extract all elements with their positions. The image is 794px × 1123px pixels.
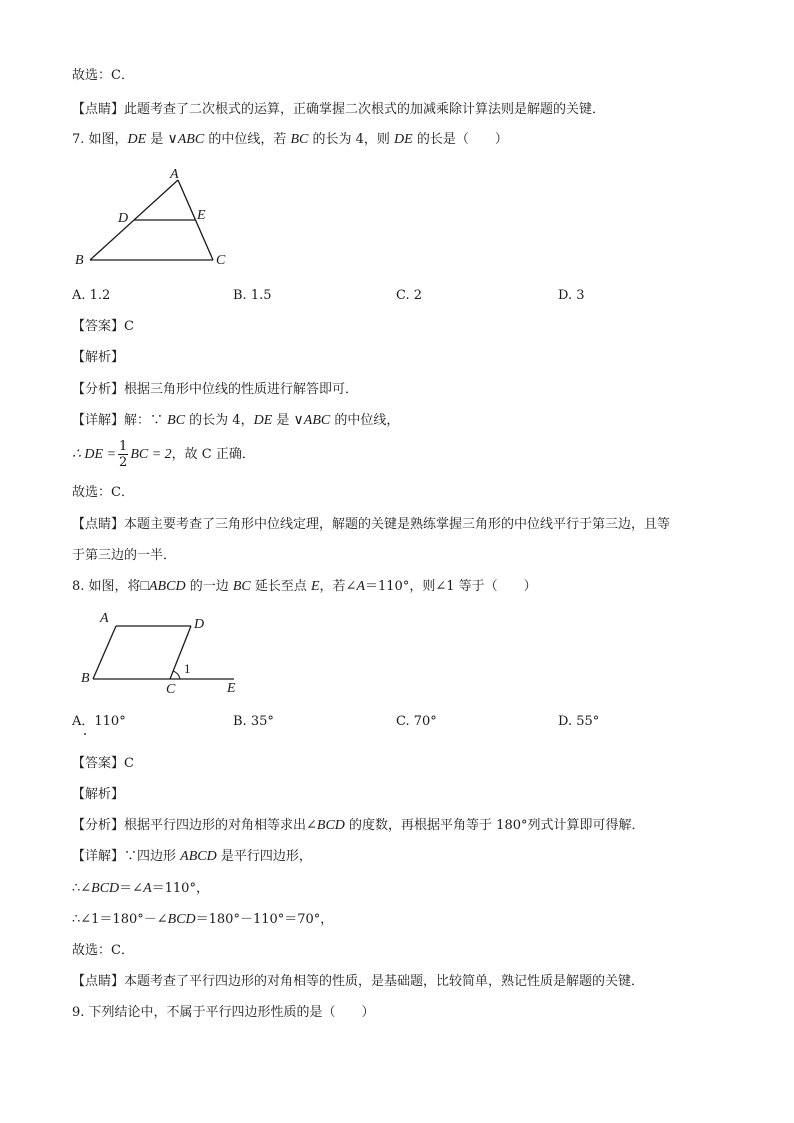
q7-jiexi: 【解析】: [72, 350, 125, 365]
q8-text: ，若∠: [319, 579, 357, 594]
q8-option-c[interactable]: C. 70°: [396, 714, 437, 729]
q8-parallelogram-figure: [76, 606, 251, 698]
q8-detail: [72, 847, 312, 867]
q8-choice: 故选：C．: [72, 943, 134, 958]
q7-text: 的中位线，若: [204, 132, 291, 147]
label-c: C: [166, 682, 176, 697]
label-e: E: [227, 681, 236, 696]
q9-number: 9.: [72, 1005, 85, 1020]
comment-text: 本题主要考查了三角形中位线定理，解题的关键是熟练掌握三角形的中位线平行于第三边，且等: [124, 517, 671, 532]
step-text: ＝∠: [119, 881, 144, 896]
q7-math: DE: [127, 132, 147, 147]
q7-option-a[interactable]: A. 1.2: [72, 288, 111, 303]
label-d: D: [194, 617, 205, 632]
comment-tag: 【点睛】: [72, 974, 125, 989]
q7-comment-1: [72, 515, 670, 535]
q8-answer: [72, 754, 134, 774]
step-text: ＝180°－110°＝70°，: [195, 912, 334, 927]
detail-math: BC: [167, 413, 186, 428]
q7-triangle-figure: [70, 160, 240, 275]
answer-tag: 【答案】: [72, 756, 125, 771]
eq-rhs: BC = 2: [130, 447, 172, 462]
analysis-tag: 【分析】: [72, 382, 125, 397]
label-e: E: [197, 208, 206, 223]
q8-option-b[interactable]: B. 35°: [233, 714, 274, 729]
q8-jiexi: 【解析】: [72, 787, 125, 802]
q8-text: 如图，将: [84, 579, 141, 594]
label-b: B: [81, 671, 90, 686]
q8-step-2: [72, 910, 333, 930]
q8-text: 延长至点: [250, 579, 311, 594]
step-math: BCD: [167, 912, 196, 927]
detail-text: 解：∵: [124, 413, 168, 428]
analysis-math: BCD: [316, 818, 345, 833]
q7-math: BC: [290, 132, 309, 147]
eq-lhs: ∴ DE =: [72, 447, 117, 462]
q7-comment-2: 于第三边的一半．: [72, 548, 177, 563]
q8-option-d[interactable]: D. 55°: [558, 714, 600, 729]
answer-value: C: [124, 319, 134, 334]
q7-text: 如图，: [84, 132, 128, 147]
q8-math: BC: [232, 579, 251, 594]
detail-math: DE: [253, 413, 273, 428]
detail-text: 的长为 4，: [185, 413, 254, 428]
label-b: B: [75, 253, 84, 268]
label-c: C: [216, 253, 226, 268]
label-a: A: [170, 167, 179, 182]
analysis-text: 的度数，再根据平角等于 180°列式计算即可得解．: [344, 818, 645, 833]
eq-tail: ，故 C 正确．: [171, 447, 255, 462]
q7-answer: [72, 317, 134, 337]
q9-text: 下列结论中，不属于平行四边形性质的是（ ）: [84, 1005, 375, 1020]
q8-comment: [72, 972, 644, 992]
q8-math: A: [356, 579, 366, 594]
q8-math: E: [310, 579, 320, 594]
fraction-numerator: 1: [119, 439, 128, 454]
q8-option-a[interactable]: A．110°: [72, 714, 126, 729]
q7-math: ∨ABC: [167, 132, 205, 147]
fraction-half: [118, 439, 128, 470]
label-angle-1: 1: [184, 661, 191, 676]
detail-text: 是平行四边形，: [216, 849, 312, 864]
answer-value: C: [124, 756, 134, 771]
q8-text: ＝110°，则∠1 等于（ ）: [365, 579, 537, 594]
step-text: ∴∠1＝180°－∠: [72, 912, 168, 927]
q7-math: DE: [394, 132, 413, 147]
analysis-text: 根据三角形中位线的性质进行解答即可．: [124, 382, 359, 397]
analysis-text: 根据平行四边形的对角相等求出∠: [124, 818, 317, 833]
detail-text: 的中位线，: [330, 413, 400, 428]
label-d: D: [118, 211, 129, 226]
q7-text: 的长是（ ）: [412, 132, 508, 147]
q9-stem: [72, 1003, 375, 1023]
fraction-denominator: 2: [119, 455, 128, 470]
detail-text: 是: [272, 413, 294, 428]
comment-tag: 【点睛】: [72, 102, 125, 117]
side-ab: [93, 626, 116, 679]
q7-text: 的长为 4，则: [308, 132, 395, 147]
step-math: A: [143, 881, 152, 896]
comment-text: 本题考查了平行四边形的对角相等的性质，是基础题，比较简单，熟记性质是解题的关键．: [124, 974, 645, 989]
comment-tag: 【点睛】: [72, 517, 125, 532]
detail-text: ∵四边形: [124, 849, 181, 864]
q7-analysis: [72, 380, 358, 400]
q8-analysis: [72, 816, 645, 836]
detail-tag: 【详解】: [72, 413, 125, 428]
answer-tag: 【答案】: [72, 319, 125, 334]
q7-option-d[interactable]: D. 3: [558, 288, 585, 303]
prev-choice: 故选：C．: [72, 68, 134, 83]
label-a: A: [100, 611, 109, 626]
q7-stem: [72, 130, 508, 150]
q7-detail: [72, 411, 399, 431]
analysis-tag: 【分析】: [72, 818, 125, 833]
step-text: ∴∠: [72, 881, 92, 896]
stray-dot: [84, 733, 86, 735]
q8-text: 的一边: [185, 579, 233, 594]
q7-number: 7.: [72, 132, 85, 147]
prev-comment: [72, 100, 605, 120]
q7-text: 是: [146, 132, 168, 147]
step-text: ＝110°，: [151, 881, 209, 896]
detail-math: ABCD: [180, 849, 217, 864]
q7-option-c[interactable]: C. 2: [396, 288, 423, 303]
angle-1-arc: [173, 671, 180, 679]
detail-math: ∨ABC: [293, 413, 331, 428]
q7-equation: [72, 438, 255, 472]
q7-option-b[interactable]: B. 1.5: [233, 288, 272, 303]
q8-math: □ABCD: [140, 579, 186, 594]
q7-choice: 故选：C．: [72, 485, 134, 500]
q8-stem: [72, 577, 537, 597]
detail-tag: 【详解】: [72, 849, 125, 864]
comment-text: 此题考查了二次根式的运算，正确掌握二次根式的加减乘除计算法则是解题的关键．: [124, 102, 606, 117]
q8-number: 8.: [72, 579, 85, 594]
q8-step-1: [72, 879, 209, 899]
step-math: BCD: [91, 881, 120, 896]
